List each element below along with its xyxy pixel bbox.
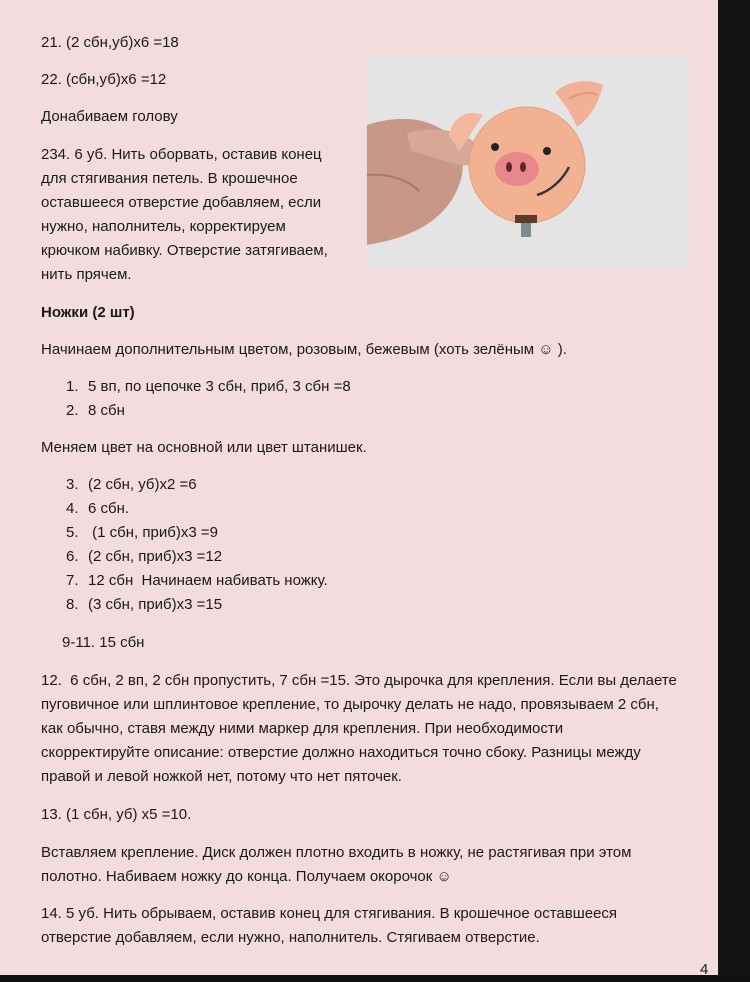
legs-intro: Начинаем дополнительным цветом, розовым, бежевым (хоть зелёным ☺ ). — [41, 341, 567, 358]
page-number: 4 — [700, 961, 709, 978]
row-234-line-2: для стягивания петель. В крошечное — [41, 170, 298, 187]
page-edge-shadow — [718, 0, 750, 975]
row-14-line-2: отверстие добавляем, если нужно, наполнитель. Стягиваем отверстие. — [41, 929, 540, 946]
row-13: 13. (1 сбн, уб) х5 =10. — [41, 806, 192, 823]
list-item-text: (1 сбн, приб)х3 =9 — [88, 524, 218, 541]
list-item — [66, 473, 197, 497]
list-item-number: 7. — [66, 572, 79, 589]
row-234-line-4: нужно, наполнитель, корректируем — [41, 218, 286, 235]
row-234-line-3: оставшееся отверстие добавляем, если — [41, 194, 322, 211]
color-change-text: Меняем цвет на основной или цвет штанишек. — [41, 439, 367, 456]
row-234-line-1: 234. 6 уб. Нить оборвать, оставив конец — [41, 146, 322, 163]
list-item — [66, 593, 222, 617]
list-item-text: (3 сбн, приб)х3 =15 — [88, 596, 223, 613]
list-item-text: 6 сбн. — [88, 500, 130, 517]
list-item — [66, 569, 328, 593]
row-12-line-5: правой и левой ножкой нет, потому что нет пяточек. — [41, 768, 402, 785]
legs-heading: Ножки (2 шт) — [41, 304, 135, 321]
insert-line-1: Вставляем крепление. Диск должен плотно входить в ножку, не растягивая при этом — [41, 844, 632, 861]
list-item-number: 8. — [66, 596, 79, 613]
row-12-line-2: пуговичное или шплинтовое крепление, то дырочку делать не надо, провязываем 2 сбн, — [41, 696, 659, 713]
list-item-number: 4. — [66, 500, 79, 517]
pig-head-illustration — [367, 55, 688, 268]
finish-head-text: Донабиваем голову — [41, 108, 178, 125]
list-item-text: 12 сбн Начинаем набивать ножку. — [88, 572, 328, 589]
list-item — [66, 375, 351, 399]
list-item — [66, 399, 125, 423]
rows-9-11: 9-11. 15 сбн — [62, 634, 145, 651]
list-item — [66, 521, 218, 545]
list-item-number: 1. — [66, 378, 79, 395]
row-14-line-1: 14. 5 уб. Нить обрываем, оставив конец для стягивания. В крошечное оставшееся — [41, 905, 618, 922]
row-12-line-3: как обычно, ставя между ними маркер для крепления. При необходимости — [41, 720, 564, 737]
row-12-line-1: 12. 6 сбн, 2 вп, 2 сбн пропустить, 7 сбн =15. Это дырочка для крепления. Если вы делаете — [41, 672, 677, 689]
row-22: 22. (сбн,уб)х6 =12 — [41, 71, 167, 88]
list-item-text: 5 вп, по цепочке 3 сбн, приб, 3 сбн =8 — [88, 378, 351, 395]
row-234-line-5: крючком набивку. Отверстие затягиваем, — [41, 242, 328, 259]
row-21: 21. (2 сбн,уб)х6 =18 — [41, 34, 179, 51]
list-item-text: (2 сбн, приб)х3 =12 — [88, 548, 223, 565]
list-item-number: 5. — [66, 524, 79, 541]
list-item-text: (2 сбн, уб)х2 =6 — [88, 476, 197, 493]
list-item — [66, 497, 129, 521]
row-234-line-6: нить прячем. — [41, 266, 132, 283]
insert-line-2: полотно. Набиваем ножку до конца. Получаем окорочок ☺ — [41, 868, 452, 885]
list-item-number: 6. — [66, 548, 79, 565]
pig-head-photo — [367, 55, 688, 268]
list-item-number: 3. — [66, 476, 79, 493]
list-item-text: 8 сбн — [88, 402, 125, 419]
list-item — [66, 545, 222, 569]
list-item-number: 2. — [66, 402, 79, 419]
row-12-line-4: скорректируйте описание: отверстие должно находиться точно сбоку. Разницы между — [41, 744, 641, 761]
